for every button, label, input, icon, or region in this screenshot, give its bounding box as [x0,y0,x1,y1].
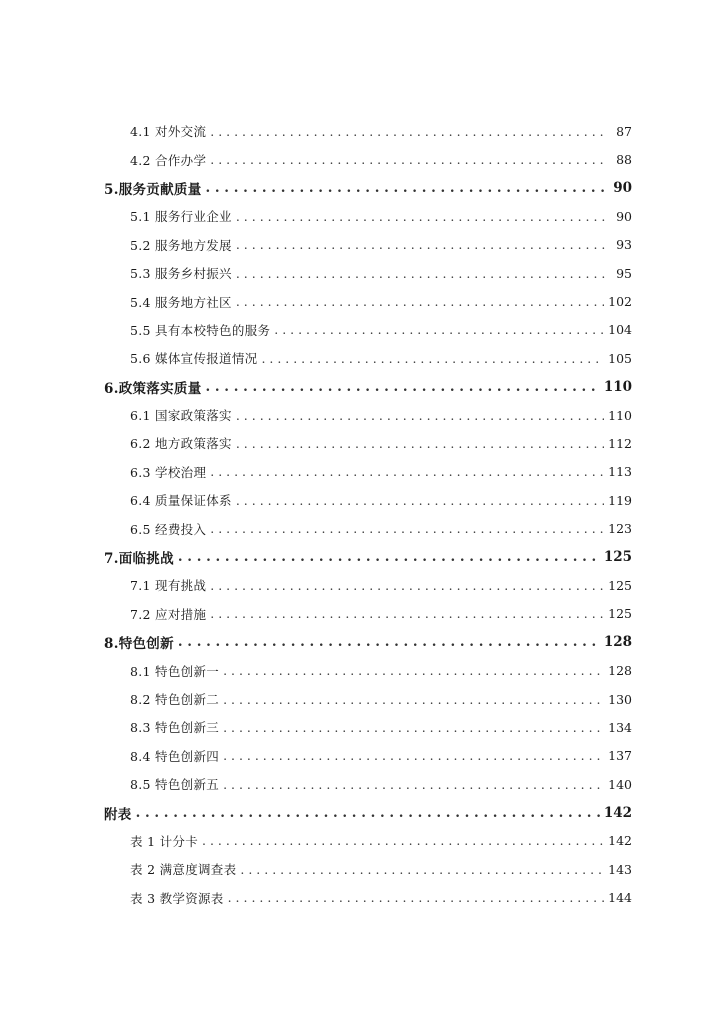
toc-entry-page-number: 88 [616,152,632,168]
toc-subsection-entry[interactable] [0,429,724,457]
toc-section-entry[interactable] [0,628,724,656]
dot-leader [210,124,606,139]
toc-section-entry[interactable] [0,798,724,826]
toc-section-entry[interactable] [0,174,724,202]
dot-leader [206,180,607,196]
toc-subsection-entry[interactable] [0,344,724,372]
toc-entry-label: 4.1 对外交流 [130,124,207,140]
dot-leader [178,634,600,650]
dot-leader [223,777,604,792]
toc-entry-label: 7.2 应对措施 [130,606,207,622]
dot-leader [136,805,600,821]
toc-entry-label: 5.6 媒体宣传报道情况 [130,351,258,367]
toc-entry-page-number: 102 [608,294,632,310]
dot-leader [223,748,604,763]
toc-entry-label: 表 3 教学资源表 [130,890,224,906]
toc-entry-page-number: 142 [608,833,632,849]
toc-subsection-entry[interactable] [0,713,724,741]
toc-entry-label: 6.4 质量保证体系 [130,493,232,509]
toc-subsection-entry[interactable] [0,231,724,259]
dot-leader [228,890,605,905]
dot-leader [236,436,604,451]
toc-subsection-entry[interactable] [0,855,724,883]
toc-entry-label: 8.5 特色创新五 [130,777,220,793]
toc-entry-page-number: 119 [608,492,632,508]
dot-leader [178,549,600,565]
toc-entry-label: 5.2 服务地方发展 [130,237,232,253]
toc-subsection-entry[interactable] [0,571,724,599]
dot-leader [236,266,606,281]
toc-subsection-entry[interactable] [0,458,724,486]
toc-entry-page-number: 128 [603,634,632,651]
toc-entry-label: 5.4 服务地方社区 [130,294,232,310]
toc-section-entry[interactable] [0,543,724,571]
toc-entry-label: 6.1 国家政策落实 [130,408,232,424]
toc-subsection-entry[interactable] [0,117,724,145]
toc-entry-label: 表 2 满意度调查表 [130,862,237,878]
toc-subsection-entry[interactable] [0,401,724,429]
toc-subsection-entry[interactable] [0,656,724,684]
toc-entry-page-number: 90 [616,208,632,224]
toc-entry-label: 8.3 特色创新三 [130,720,220,736]
toc-entry-page-number: 110 [603,378,632,395]
toc-entry-label: 6.3 学校治理 [130,464,207,480]
toc-entry-label: 4.2 合作办学 [130,152,207,168]
toc-entry-page-number: 144 [608,890,632,906]
toc-entry-label: 5.服务贡献质量 [104,181,202,198]
toc-subsection-entry[interactable] [0,770,724,798]
toc-entry-page-number: 87 [616,123,632,139]
toc-entry-label: 6.2 地方政策落实 [130,436,232,452]
toc-subsection-entry[interactable] [0,600,724,628]
toc-entry-page-number: 128 [608,663,632,679]
toc-entry-page-number: 123 [608,521,632,537]
toc-subsection-entry[interactable] [0,486,724,514]
toc-entry-label: 5.3 服务乡村振兴 [130,266,232,282]
toc-entry-page-number: 140 [608,776,632,792]
toc-entry-label: 6.5 经费投入 [130,521,207,537]
toc-entry-label: 8.4 特色创新四 [130,748,220,764]
dot-leader [210,521,604,536]
dot-leader [236,209,606,224]
toc-subsection-entry[interactable] [0,202,724,230]
toc-entry-label: 7.1 现有挑战 [130,578,207,594]
toc-subsection-entry[interactable] [0,514,724,542]
toc-subsection-entry[interactable] [0,827,724,855]
dot-leader [261,351,604,366]
toc-entry-label: 7.面临挑战 [104,551,174,568]
toc-subsection-entry[interactable] [0,287,724,315]
toc-entry-page-number: 112 [608,435,632,451]
toc-entry-label: 5.5 具有本校特色的服务 [130,322,271,338]
toc-entry-page-number: 125 [608,606,632,622]
toc-entry-page-number: 110 [608,407,632,423]
toc-subsection-entry[interactable] [0,259,724,287]
toc-entry-page-number: 105 [608,350,632,366]
dot-leader [210,578,604,593]
toc-subsection-entry[interactable] [0,884,724,912]
toc-entry-page-number: 95 [616,265,632,281]
dot-leader [223,692,604,707]
dot-leader [236,493,604,508]
dot-leader [236,408,604,423]
toc-entry-page-number: 93 [616,237,632,253]
toc-entry-label: 5.1 服务行业企业 [130,209,232,225]
dot-leader [236,294,604,309]
toc-entry-page-number: 125 [608,577,632,593]
dot-leader [210,606,604,621]
toc-entry-label: 6.政策落实质量 [104,380,202,397]
dot-leader [240,862,604,877]
dot-leader [223,720,604,735]
dot-leader [202,833,604,848]
dot-leader [236,237,606,252]
dot-leader [274,322,604,337]
toc-subsection-entry[interactable] [0,316,724,344]
toc-entry-label: 8.1 特色创新一 [130,663,220,679]
dot-leader [210,152,606,167]
toc-entry-label: 表 1 计分卡 [130,833,198,849]
toc-entry-page-number: 90 [613,179,632,196]
toc-entry-page-number: 134 [608,719,632,735]
toc-subsection-entry[interactable] [0,145,724,173]
toc-entry-page-number: 113 [608,464,632,480]
toc-entry-label: 8.2 特色创新二 [130,692,220,707]
toc-entry-label: 8.特色创新 [104,636,174,653]
toc-entry-page-number: 142 [603,804,632,821]
dot-leader [223,663,604,678]
toc-entry-label: 附表 [104,806,132,823]
toc-subsection-entry[interactable] [0,685,724,713]
toc-subsection-entry[interactable] [0,742,724,770]
dot-leader [206,379,600,395]
toc-entry-page-number: 104 [608,322,632,338]
toc-entry-page-number: 130 [608,691,632,707]
toc-entry-page-number: 137 [608,748,632,764]
toc-entry-page-number: 125 [603,549,632,566]
toc-entry-page-number: 143 [608,861,632,877]
toc-section-entry[interactable] [0,373,724,401]
table-of-contents [0,117,724,912]
dot-leader [210,464,604,479]
